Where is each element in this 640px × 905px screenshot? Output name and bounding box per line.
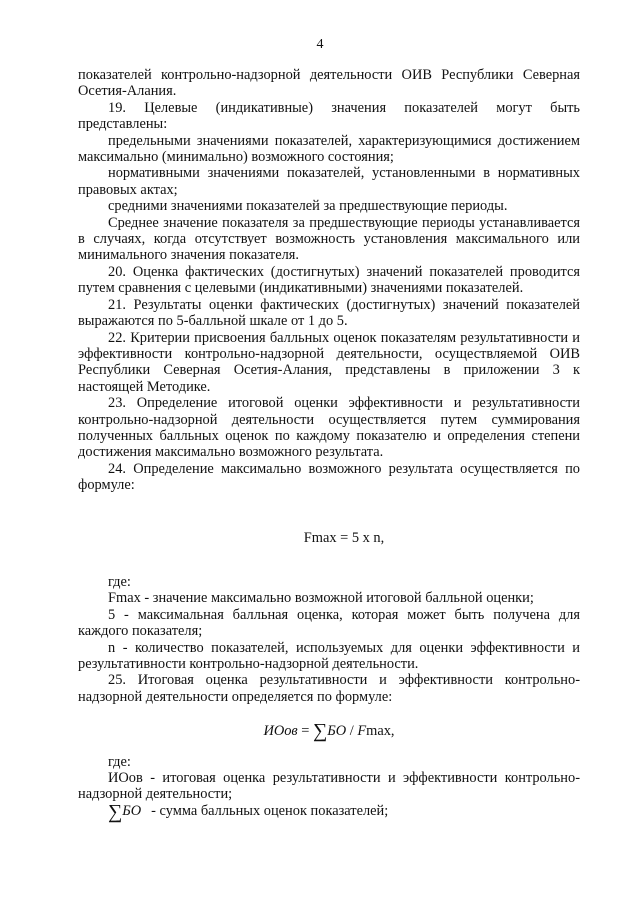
formula-final-score: [78, 720, 580, 743]
definition-sum-bo: [78, 800, 580, 823]
formula-fmax: Fmax = 5 x n,: [303, 529, 385, 546]
sigma-icon: ∑: [313, 720, 328, 743]
definition-fmax: Fmax - значение максимально возможной итоговой балльной оценки;: [108, 590, 534, 607]
where-label: где:: [108, 573, 131, 590]
definition-n: n - количество показателей, используемых для оценки эффективности и результативности контрольно-надзорной деятельности.: [78, 639, 580, 672]
paragraph-21: 21. Результаты оценки фактических (достигнутых) значений показателей выражаются по 5-балльной шкале от 1 до 5.: [78, 296, 580, 330]
list-item-normative-values: нормативными значениями показателей, установленными в нормативных правовых актах;: [78, 165, 580, 198]
definition-five: 5 - максимальная балльная оценка, которая может быть получена для каждого показателя;: [78, 606, 580, 640]
list-item-limit-values: предельными значениями показателей, характеризующимися достижением максимально (минимально) возможного состояния;: [78, 132, 580, 166]
where-label-2: где:: [108, 753, 131, 770]
paragraph-25: 25. Итоговая оценка результативности и эффективности контрольно-надзорной деятельности определяется по формуле:: [78, 672, 580, 705]
sigma-icon: ∑: [108, 800, 123, 823]
formula-bo: БО: [327, 723, 347, 740]
formula-divide: /: [346, 723, 358, 740]
paragraph-20: 20. Оценка фактических (достигнутых) значений показателей проводится путем сравнения с целевыми (индикативными) значениями показателей.: [78, 263, 580, 297]
formula-lhs: ИОов: [263, 723, 298, 740]
paragraph-continuation: показателей контрольно-надзорной деятельности ОИВ Республики Северная Осетия-Алания.: [78, 67, 580, 100]
sum-bo-symbol: БО: [122, 802, 142, 819]
paragraph-19: 19. Целевые (индикативные) значения показателей могут быть представлены:: [78, 99, 580, 133]
page-number: 4: [316, 37, 324, 52]
formula-f: F: [357, 723, 367, 740]
paragraph-23: 23. Определение итоговой оценки эффективности и результативности контрольно-надзорной деятельности осуществляется путем суммирования полученных балльных оценок по каждому показателю и определения степени достижения максимально возможного результата.: [78, 395, 580, 461]
paragraph-average-value: Среднее значение показателя за предшествующие периоды устанавливается в случаях, когда отсутствует возможность установления максимального или минимального значения показателя.: [78, 214, 580, 264]
formula-max: max,: [366, 723, 395, 740]
sum-bo-text: - сумма балльных оценок показателей;: [151, 802, 389, 819]
definition-ioov: ИОов - итоговая оценка результативности и эффективности контрольно-надзорной деятельности;: [78, 770, 580, 803]
paragraph-22: 22. Критерии присвоения балльных оценок показателям результативности и эффективности контрольно-надзорной деятельности, осуществляемой ОИВ Республики Северная Осетия-Алания, представлены в приложении 3 к настоящей Методике.: [78, 329, 580, 395]
document-body: [78, 67, 580, 823]
list-item-average-values: средними значениями показателей за предшествующие периоды.: [108, 198, 508, 215]
paragraph-24: 24. Определение максимально возможного результата осуществляется по формуле:: [78, 460, 580, 494]
formula-equals: =: [297, 723, 313, 740]
